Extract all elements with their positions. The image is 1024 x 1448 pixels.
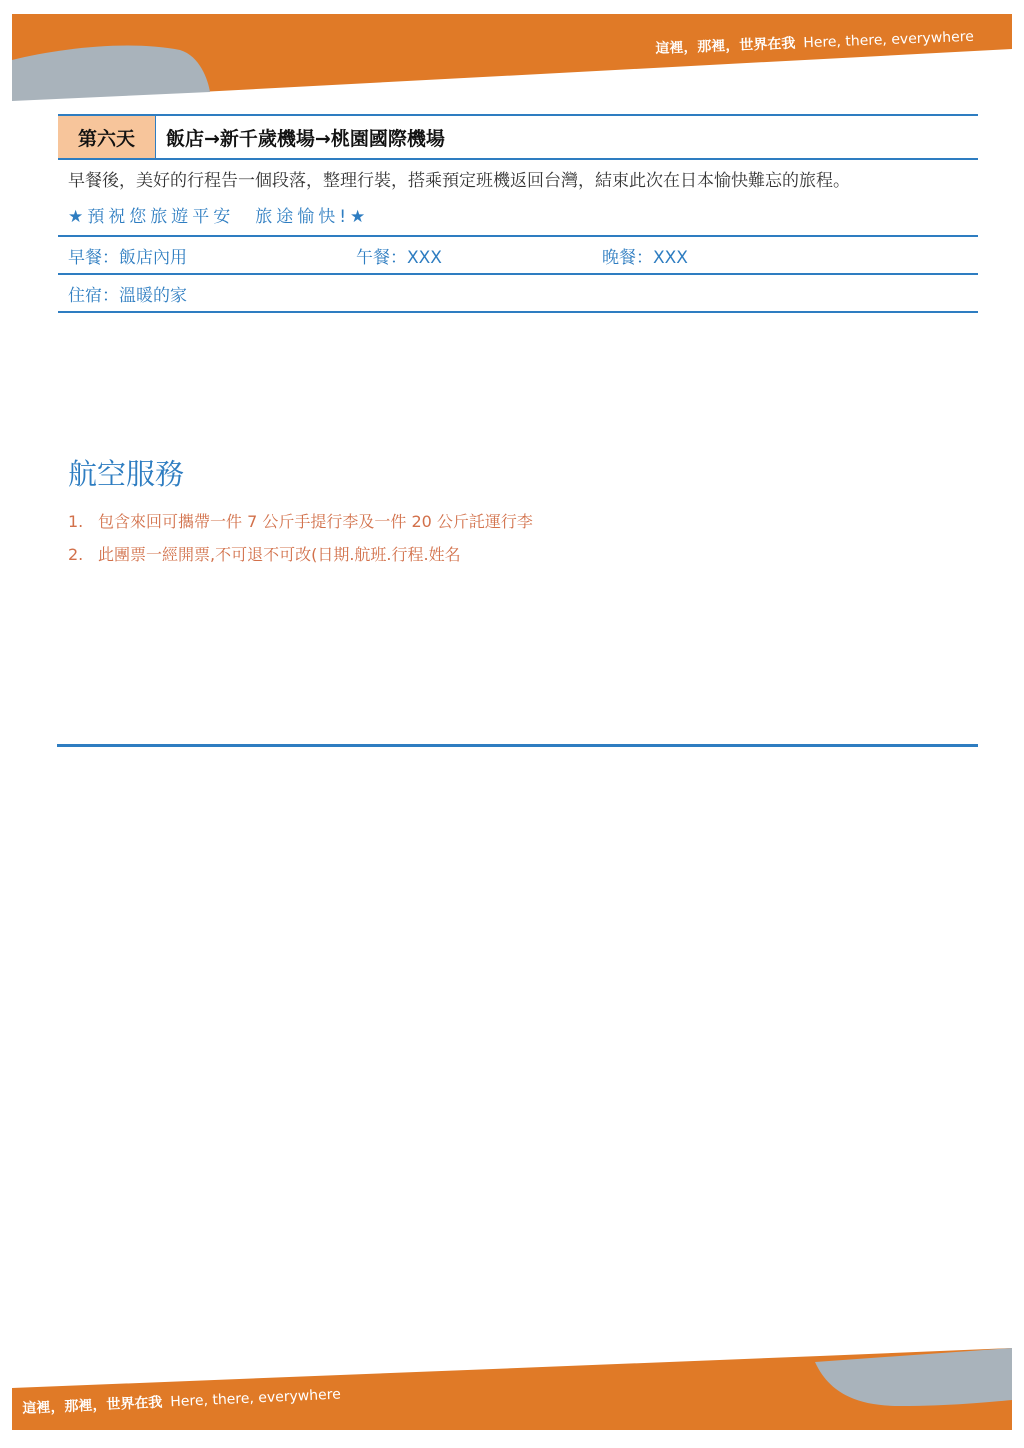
itinerary-table (58, 114, 978, 313)
header-slogan-zh: 這裡，那裡，世界在我 (655, 35, 796, 57)
section-divider (57, 744, 978, 747)
day-route: 飯店→新千歲機場→桃園國際機場 (166, 127, 445, 150)
list-item (68, 505, 533, 538)
list-item-text: 此團票一經開票,不可退不可改(日期.航班.行程.姓名 (98, 545, 461, 564)
footer-slogan-zh: 這裡，那裡，世界在我 (22, 1394, 163, 1417)
meal-row (58, 235, 978, 273)
list-item-number: 2. (68, 545, 84, 564)
itinerary-header (58, 114, 978, 160)
travel-wish: ★預祝您旅遊平安 旅途愉快!★ (68, 207, 370, 227)
dinner-info: 晚餐：XXX (602, 247, 688, 268)
breakfast-info: 早餐：飯店內用 (68, 247, 187, 268)
list-item-number: 1. (68, 512, 84, 531)
list-item (68, 538, 533, 571)
day-label: 第六天 (58, 116, 156, 158)
flight-service-list (68, 505, 533, 571)
footer-slogan-en: Here, there, everywhere (169, 1386, 342, 1411)
day-description: 早餐後，美好的行程告一個段落，整理行裝，搭乘預定班機返回台灣，結束此次在日本愉快難忘的旅程。 (68, 171, 850, 191)
list-item-text: 包含來回可攜帶一件 7 公斤手提行李及一件 20 公斤託運行李 (98, 512, 533, 531)
header-slogan-en: Here, there, everywhere (803, 28, 975, 52)
accommodation-row (58, 273, 978, 313)
flight-service-title: 航空服務 (68, 457, 185, 491)
header-banner (0, 0, 1024, 110)
accommodation-info: 住宿：溫暖的家 (68, 285, 187, 306)
lunch-info: 午餐：XXX (356, 247, 442, 268)
